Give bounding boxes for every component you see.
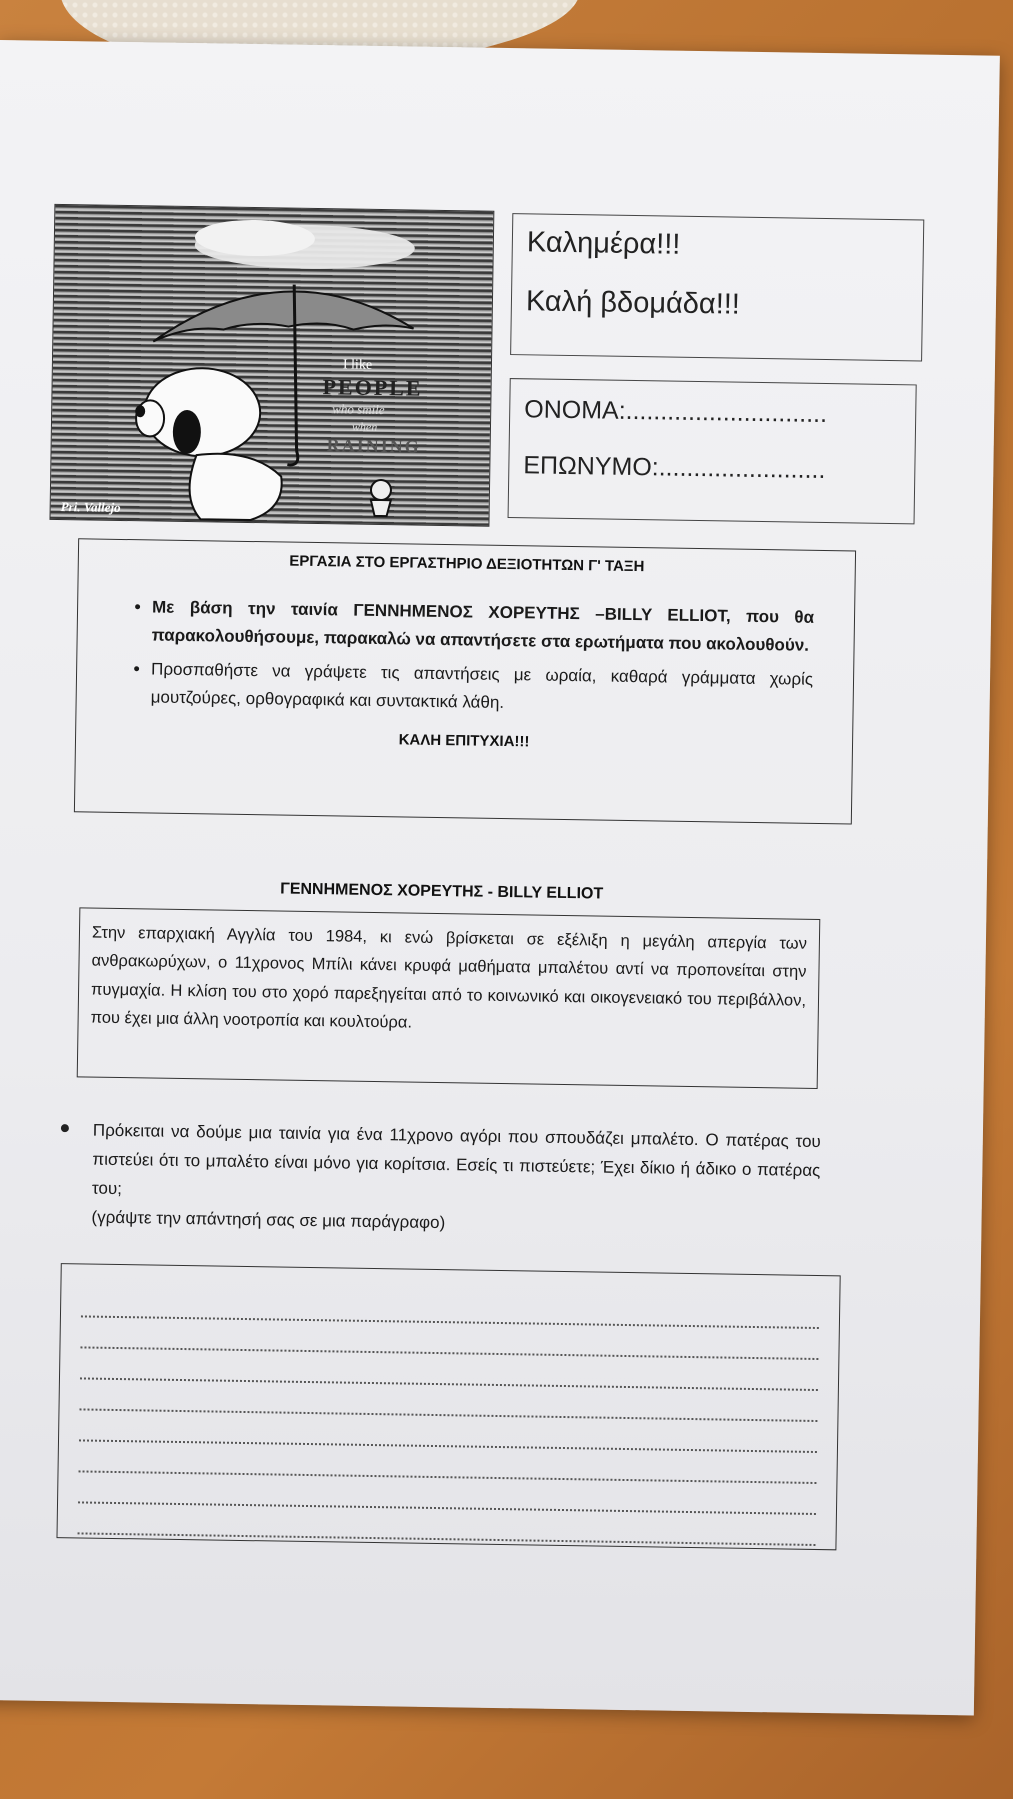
name-field[interactable]: ΟΝΟΜΑ:............................. xyxy=(524,395,828,429)
bullet-dot-icon xyxy=(61,1124,69,1132)
greeting-line-1: Καλημέρα!!! xyxy=(526,226,681,261)
greeting-line-2: Καλή βδομάδα!!! xyxy=(525,285,741,321)
caption-i-like: I like xyxy=(342,357,373,373)
instruction-item-2: • Προσπαθήστε να γράψετε τις απαντήσεις με ωραία, καθαρά γράμματα χωρίς μουτζούρες, ορθογραφικά και συντακτικά λάθη. xyxy=(150,656,813,722)
surname-field[interactable]: ΕΠΩΝΥΜΟ:........................ xyxy=(523,451,826,485)
worksheet-page xyxy=(0,40,1000,1716)
caption-people: PEOPLE xyxy=(322,374,423,401)
caption-raining: RAINING xyxy=(326,435,421,457)
task-title: ΕΡΓΑΣΙΑ ΣΤΟ ΕΡΓΑΣΤΗΡΙΟ ΔΕΞΙΟΤΗΤΩΝ Γ' ΤΑΞΗ xyxy=(289,552,645,576)
caption-when: when xyxy=(351,419,378,434)
snoopy-illustration xyxy=(49,204,494,527)
task-instructions-box xyxy=(74,538,856,824)
good-luck-text: ΚΑΛΗ ΕΠΙΤΥΧΙΑ!!! xyxy=(398,731,530,751)
film-heading: ΓΕΝΝΗΜΕΝΟΣ ΧΟΡΕΥΤΗΣ - BILLY ELLIOT xyxy=(280,880,604,903)
instruction-item-1: • Με βάση την ταινία ΓΕΝΝΗΜΕΝΟΣ ΧΟΡΕΥΤΗΣ –BILLY ELLIOT, που θα παρακολουθήσουμε, παρακαλώ να απαντήσετε στα ερωτήματα που ακολουθούν. xyxy=(151,593,814,659)
film-synopsis: Στην επαρχιακή Αγγλία του 1984, κι ενώ βρίσκεται σε εξέλιξη η μεγάλη απεργία των ανθρακωρύχων, ο 11χρονος Μπίλι κάνει κρυφά μαθήματα μπαλέτου αντί να προπονείται στην πυγμαχία. Η κλίση του στο χορό παρεξηγείται από το κοινωνικό και οικογενειακό του περιβάλλον, που έχει μια άλλη νοοτροπία και κουλτούρα. xyxy=(90,923,808,1032)
instruction-list xyxy=(116,593,814,722)
illustration-credit: Pri. Vallejo xyxy=(60,499,121,515)
name-box xyxy=(508,378,917,524)
question-instruction: (γράψτε την απάντησή σας σε μια παράγραφο) xyxy=(91,1207,446,1232)
film-synopsis-box xyxy=(77,907,821,1089)
snoopy-umbrella-drawing xyxy=(50,205,494,527)
answer-box[interactable] xyxy=(56,1263,840,1550)
question-text: Πρόκειται να δούμε μια ταινία για ένα 11χρονο αγόρι που σπουδάζει μπαλέτο. Ο πατέρας του πιστεύει ότι το μπαλέτο είναι μόνο για κορίτσια. Εσείς τι πιστεύετε; Έχει δίκιο ή άδικο ο πατέρας του; xyxy=(91,1120,821,1198)
greeting-box xyxy=(510,213,924,361)
caption-who-smile: who smile xyxy=(332,401,385,418)
question-block xyxy=(59,1116,821,1243)
